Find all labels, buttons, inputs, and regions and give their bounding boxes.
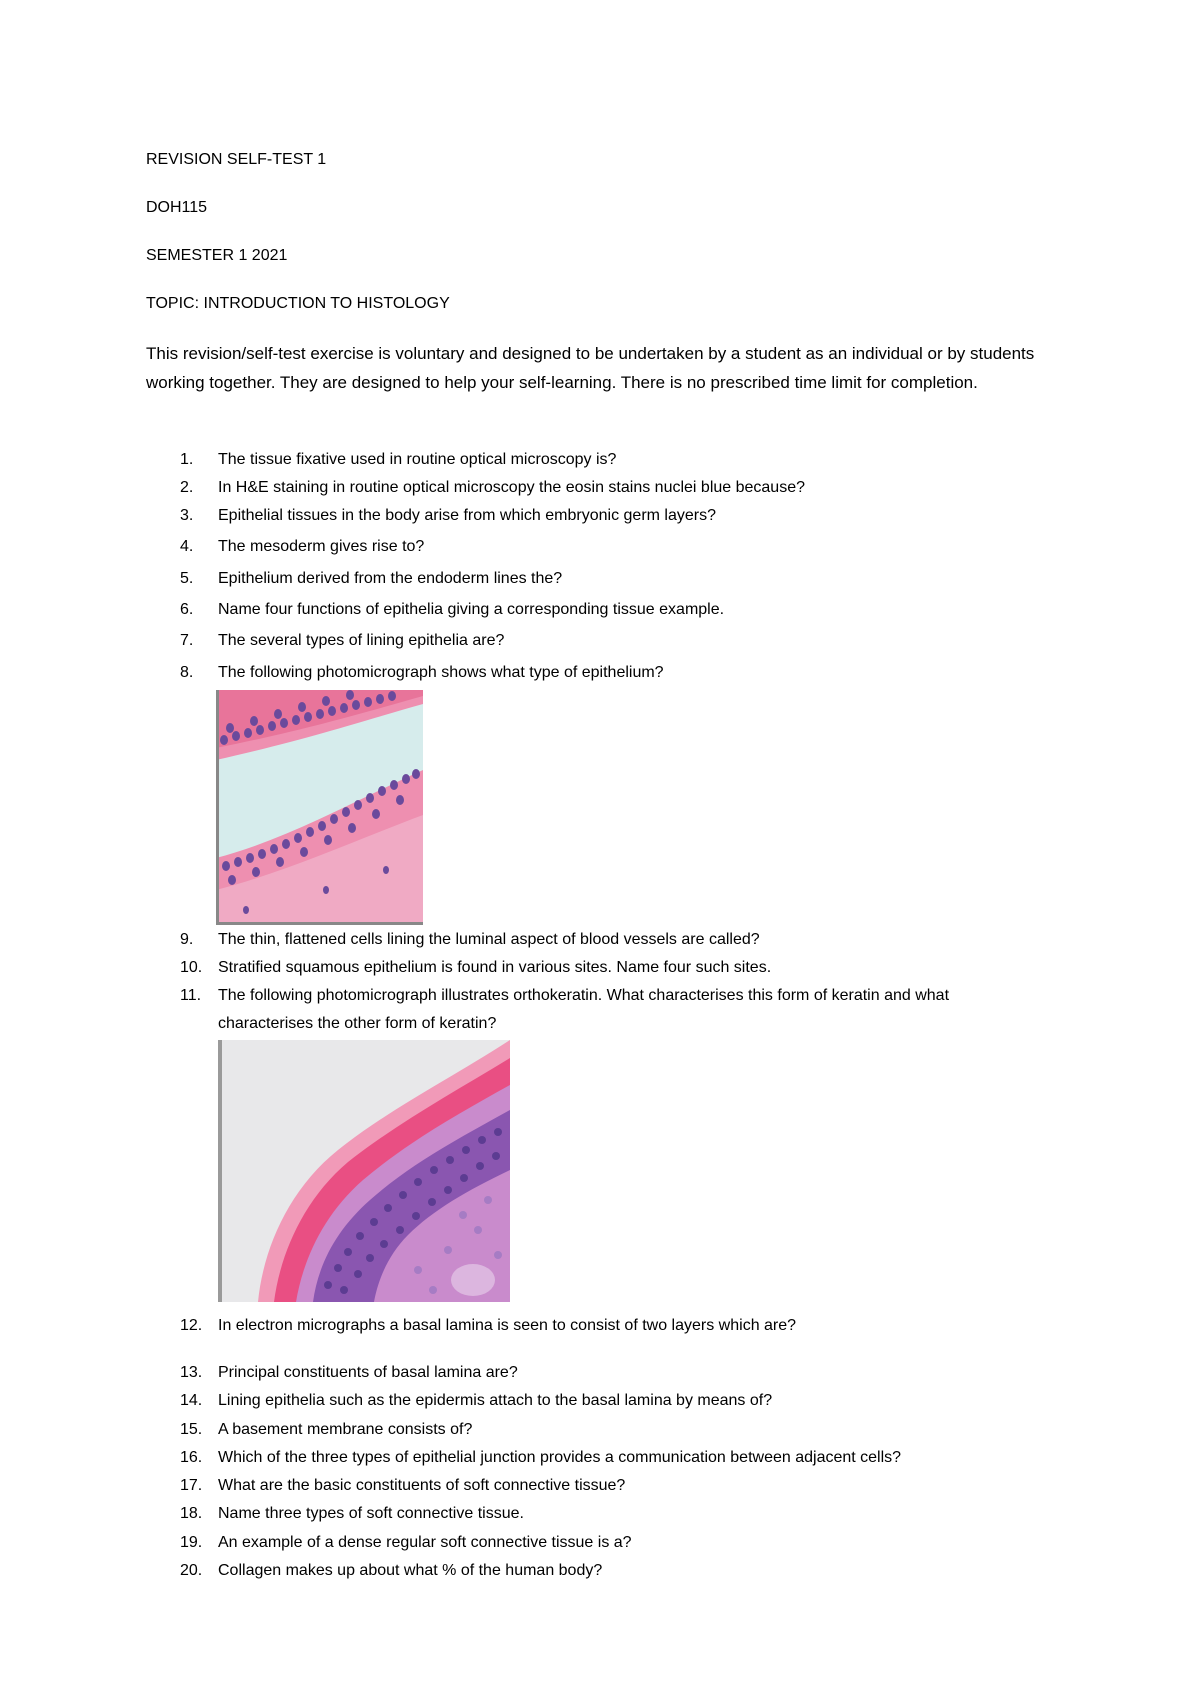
question-number: 16. [180, 1449, 203, 1466]
question-text: Stratified squamous epithelium is found in various sites. Name four such sites. [218, 959, 772, 976]
question-number: 19. [180, 1534, 203, 1551]
question-number: 11. [180, 987, 202, 1004]
topic-heading: TOPIC: INTRODUCTION TO HISTOLOGY [146, 295, 450, 312]
question-text: The thin, flattened cells lining the luminal aspect of blood vessels are called? [218, 931, 760, 948]
question-number: 5. [180, 570, 194, 587]
question-text: What are the basic constituents of soft connective tissue? [218, 1477, 626, 1494]
question-number: 12. [180, 1317, 203, 1334]
question-number: 14. [180, 1392, 203, 1409]
document-title: REVISION SELF-TEST 1 [146, 151, 327, 168]
question-number: 8. [180, 664, 194, 681]
question-number: 4. [180, 538, 194, 555]
semester-label: SEMESTER 1 2021 [146, 247, 288, 264]
course-code: DOH115 [146, 199, 208, 216]
orthokeratin-micrograph-svg [218, 1040, 510, 1302]
question-number: 6. [180, 601, 194, 618]
question-number: 2. [180, 479, 194, 496]
question-text: Principal constituents of basal lamina are? [218, 1364, 518, 1381]
question-number: 7. [180, 632, 194, 649]
question-number: 20. [180, 1562, 203, 1579]
question-text: Lining epithelia such as the epidermis attach to the basal lamina by means of? [218, 1392, 773, 1409]
question-text: Epithelial tissues in the body arise from which embryonic germ layers? [218, 507, 716, 524]
photomicrograph-epithelium [216, 690, 423, 925]
question-text: A basement membrane consists of? [218, 1421, 473, 1438]
question-text: The following photomicrograph illustrates orthokeratin. What characterises this form of keratin and what characterises the other form of keratin? [218, 987, 950, 1032]
photomicrograph-orthokeratin [218, 1040, 510, 1302]
question-number: 1. [180, 451, 194, 468]
question-number: 9. [180, 931, 194, 948]
question-text: The mesoderm gives rise to? [218, 538, 425, 555]
question-text: In electron micrographs a basal lamina is seen to consist of two layers which are? [218, 1317, 797, 1334]
question-number: 3. [180, 507, 194, 524]
question-number: 17. [180, 1477, 203, 1494]
question-text: Name four functions of epithelia giving a corresponding tissue example. [218, 601, 725, 618]
question-text: Name three types of soft connective tissue. [218, 1505, 524, 1522]
question-text: Epithelium derived from the endoderm lines the? [218, 570, 563, 587]
question-text: The tissue fixative used in routine optical microscopy is? [218, 451, 617, 468]
question-number: 18. [180, 1505, 203, 1522]
question-number: 10. [180, 959, 203, 976]
epithelium-micrograph-svg [216, 690, 423, 925]
question-text: An example of a dense regular soft connective tissue is a? [218, 1534, 632, 1551]
question-text: The several types of lining epithelia are? [218, 632, 505, 649]
question-text: The following photomicrograph shows what type of epithelium? [218, 664, 664, 681]
question-text: Which of the three types of epithelial junction provides a communication between adjacent cells? [218, 1449, 902, 1466]
question-text: In H&E staining in routine optical microscopy the eosin stains nuclei blue because? [218, 479, 805, 496]
intro-paragraph: This revision/self-test exercise is voluntary and designed to be undertaken by a student as an individual or by students working together. They are designed to help your self-learning. There is no prescribed time limit for completion. [146, 344, 1035, 392]
question-number: 15. [180, 1421, 203, 1438]
question-text: Collagen makes up about what % of the human body? [218, 1562, 603, 1579]
question-number: 13. [180, 1364, 203, 1381]
